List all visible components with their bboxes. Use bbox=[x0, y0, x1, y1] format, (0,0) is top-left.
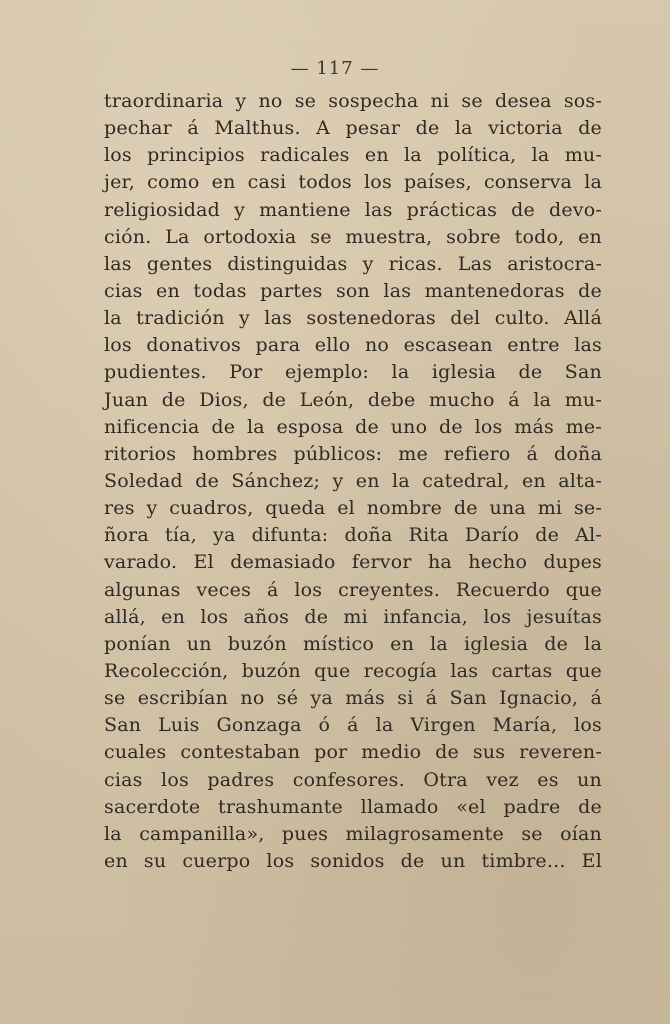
text-line: ñora tía, ya difunta: doña Rita Darío de Al- bbox=[104, 524, 602, 547]
text-line: sacerdote trashumante llamado «el padre de bbox=[104, 795, 602, 818]
text-line: pechar á Malthus. A pesar de la victoria de bbox=[104, 117, 602, 140]
text-line: los principios radicales en la política, la mu- bbox=[104, 144, 602, 167]
body-text bbox=[104, 88, 602, 875]
text-line: los donativos para ello no escasean entre las bbox=[104, 334, 602, 357]
text-line: allá, en los años de mi infancia, los jesuítas bbox=[104, 605, 602, 628]
text-line: Recolección, buzón que recogía las cartas que bbox=[104, 659, 602, 682]
text-line: la tradición y las sostenedoras del culto. Allá bbox=[104, 307, 602, 330]
text-line: cias los padres confesores. Otra vez es un bbox=[104, 768, 602, 791]
text-line: nificencia de la esposa de uno de los más me- bbox=[104, 415, 602, 438]
text-line: cuales contestaban por medio de sus reveren- bbox=[104, 741, 602, 764]
text-line: San Luis Gonzaga ó á la Virgen María, los bbox=[104, 714, 602, 737]
text-line: algunas veces á los creyentes. Recuerdo que bbox=[104, 578, 602, 601]
text-line: en su cuerpo los sonidos de un timbre... El bbox=[104, 849, 602, 872]
text-line: varado. El demasiado fervor ha hecho dupes bbox=[104, 551, 602, 574]
text-line: jer, como en casi todos los países, conserva la bbox=[104, 171, 602, 194]
text-line: las gentes distinguidas y ricas. Las aristocra- bbox=[104, 252, 602, 275]
text-line: pudientes. Por ejemplo: la iglesia de San bbox=[104, 361, 602, 384]
text-line: res y cuadros, queda el nombre de una mi se- bbox=[104, 497, 602, 520]
text-line: traordinaria y no se sospecha ni se desea sos- bbox=[104, 90, 602, 112]
text-line: Soledad de Sánchez; y en la catedral, en alta- bbox=[104, 469, 602, 492]
text-line: la campanilla», pues milagrosamente se oían bbox=[104, 822, 602, 845]
text-line: Juan de Dios, de León, debe mucho á la mu- bbox=[104, 388, 602, 411]
text-line: ponían un buzón místico en la iglesia de la bbox=[104, 632, 602, 655]
text-line: se escribían no sé ya más si á San Ignacio, á bbox=[104, 687, 602, 710]
text-line: ción. La ortodoxia se muestra, sobre todo, en bbox=[104, 225, 602, 248]
text-line: ritorios hombres públicos: me refiero á doña bbox=[104, 442, 602, 465]
text-line: cias en todas partes son las mantenedoras de bbox=[104, 279, 602, 302]
text-line: religiosidad y mantiene las prácticas de devo- bbox=[104, 198, 602, 221]
page-number: — 117 — bbox=[290, 58, 380, 79]
